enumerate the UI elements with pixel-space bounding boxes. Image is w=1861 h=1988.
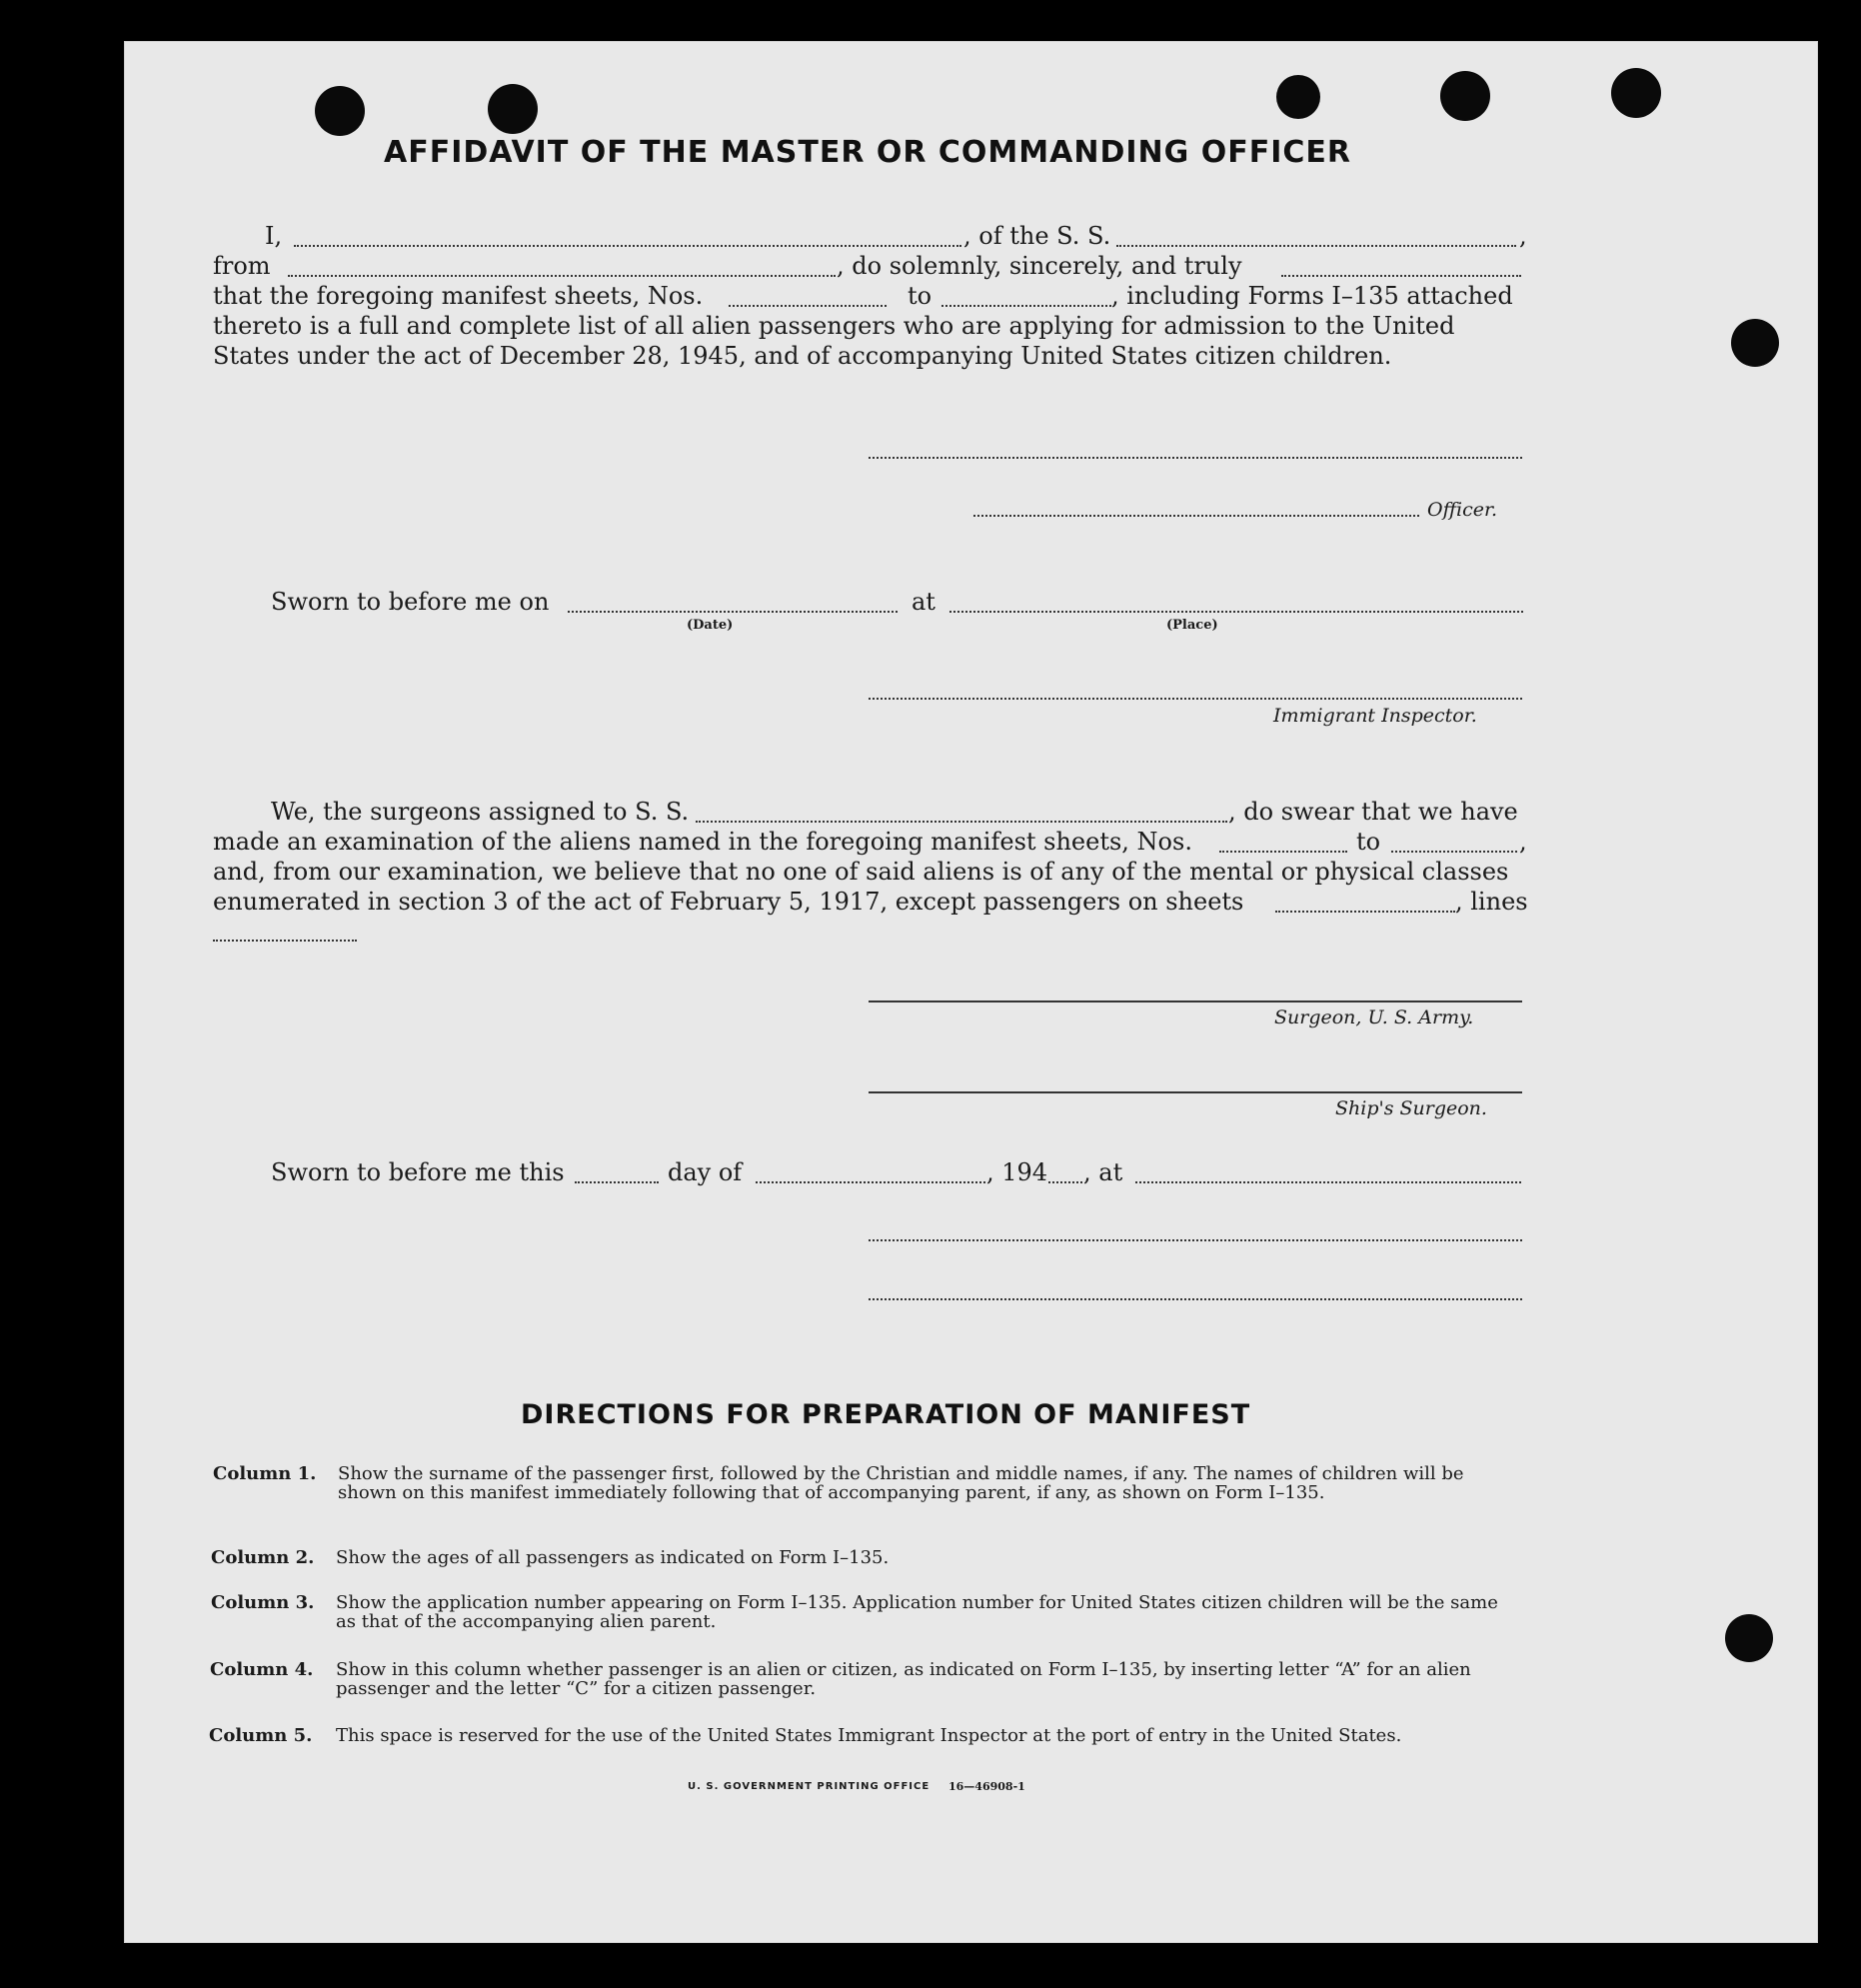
sworn-place-field[interactable] bbox=[949, 611, 1523, 613]
affidavit-text: , do solemnly, sincerely, and truly bbox=[837, 252, 1242, 280]
surgeon-manifest-to-field[interactable] bbox=[1391, 851, 1517, 853]
sworn-place2-field[interactable] bbox=[1135, 1181, 1521, 1183]
sworn-year-field[interactable] bbox=[1048, 1181, 1082, 1183]
direction-text: This space is reserved for the use of the United States Immigrant Inspector at the port of entry in the United States. bbox=[336, 1725, 1402, 1746]
oath-field[interactable] bbox=[1281, 275, 1521, 277]
affidavit-text: , including Forms I–135 attached bbox=[1111, 282, 1513, 310]
punch-hole bbox=[488, 84, 538, 134]
affidavit-text: that the foregoing manifest sheets, Nos. bbox=[213, 282, 704, 310]
from-port-field[interactable] bbox=[288, 275, 836, 277]
page-title: AFFIDAVIT OF THE MASTER OR COMMANDING OFFICER bbox=[384, 135, 1351, 170]
direction-column-label: Column 3. bbox=[211, 1592, 315, 1613]
surgeons-text: made an examination of the aliens named in the foregoing manifest sheets, Nos. bbox=[213, 828, 1192, 856]
army-surgeon-label: Surgeon, U. S. Army. bbox=[1274, 1006, 1474, 1028]
date-caption: (Date) bbox=[687, 618, 734, 633]
surgeons-text: , lines bbox=[1455, 888, 1528, 916]
affidavit-text: , of the S. S. bbox=[963, 222, 1111, 250]
master-name-field[interactable] bbox=[294, 245, 961, 247]
ship-name-field[interactable] bbox=[1116, 245, 1516, 247]
affidavit-text: to bbox=[908, 282, 932, 310]
form-number: 16—46908-1 bbox=[948, 1780, 1025, 1793]
sworn-day-text: , 194 bbox=[986, 1158, 1048, 1186]
direction-column-label: Column 2. bbox=[211, 1547, 315, 1568]
surgeons-text: enumerated in section 3 of the act of February 5, 1917, except passengers on sheets bbox=[213, 888, 1244, 916]
sworn-month-field[interactable] bbox=[756, 1181, 985, 1183]
manifest-to-field[interactable] bbox=[941, 305, 1111, 307]
inspector-signature-line[interactable] bbox=[869, 698, 1522, 700]
place-caption: (Place) bbox=[1166, 618, 1218, 633]
direction-column-label: Column 1. bbox=[213, 1463, 317, 1484]
ship-surgeon-signature-line[interactable] bbox=[869, 1091, 1522, 1093]
officer-signature-line[interactable] bbox=[973, 515, 1419, 517]
punch-hole bbox=[315, 86, 365, 136]
direction-column-label: Column 4. bbox=[210, 1659, 314, 1680]
surgeon-manifest-from-field[interactable] bbox=[1219, 851, 1347, 853]
except-lines-field[interactable] bbox=[213, 940, 357, 942]
affidavit-text: , bbox=[1519, 222, 1527, 250]
affidavit-text: I, bbox=[265, 222, 283, 250]
direction-text: Show the ages of all passengers as indicated on Form I–135. bbox=[336, 1547, 890, 1568]
master-signature-line[interactable] bbox=[869, 457, 1522, 459]
surgeons-text: , bbox=[1519, 828, 1527, 856]
punch-hole bbox=[1611, 68, 1661, 118]
sworn-day-text: Sworn to before me this bbox=[271, 1158, 565, 1186]
punch-hole bbox=[1725, 1614, 1773, 1662]
punch-hole bbox=[1731, 319, 1779, 367]
affidavit-text: thereto is a full and complete list of all alien passengers who are applying for admission to the United bbox=[213, 312, 1455, 340]
signature-line[interactable] bbox=[869, 1239, 1522, 1241]
sworn-day-field[interactable] bbox=[575, 1181, 659, 1183]
surgeons-text: to bbox=[1356, 828, 1381, 856]
punch-hole bbox=[1440, 71, 1490, 121]
signature-line[interactable] bbox=[869, 1298, 1522, 1300]
except-sheets-field[interactable] bbox=[1275, 911, 1455, 913]
directions-title: DIRECTIONS FOR PREPARATION OF MANIFEST bbox=[521, 1399, 1251, 1430]
surgeons-text: and, from our examination, we believe that no one of said aliens is of any of the mental or physical classes bbox=[213, 858, 1509, 886]
surgeon-ship-field[interactable] bbox=[696, 821, 1227, 823]
sworn-text: Sworn to before me on bbox=[271, 588, 550, 616]
inspector-label: Immigrant Inspector. bbox=[1273, 705, 1477, 727]
direction-text: Show the application number appearing on Form I–135. Application number for United States citizen children will be the same as that of the accompanying alien parent. bbox=[336, 1592, 1498, 1632]
affidavit-text: from bbox=[213, 252, 271, 280]
sworn-date-field[interactable] bbox=[568, 611, 898, 613]
sworn-day-text: day of bbox=[668, 1158, 743, 1186]
punch-hole bbox=[1276, 75, 1320, 119]
surgeons-text: We, the surgeons assigned to S. S. bbox=[271, 798, 690, 826]
affidavit-text: States under the act of December 28, 1945, and of accompanying United States citizen children. bbox=[213, 342, 1392, 370]
sworn-text: at bbox=[912, 588, 935, 616]
officer-label: Officer. bbox=[1427, 499, 1498, 521]
printer-imprint: U. S. GOVERNMENT PRINTING OFFICE bbox=[688, 1781, 930, 1792]
sworn-day-text: , at bbox=[1083, 1158, 1123, 1186]
form-page bbox=[124, 41, 1818, 1943]
manifest-from-field[interactable] bbox=[729, 305, 887, 307]
direction-text: Show in this column whether passenger is an alien or citizen, as indicated on Form I–135, by inserting letter “A” for an alien passenger and the letter “C” for a citizen passenger. bbox=[336, 1659, 1471, 1699]
direction-column-label: Column 5. bbox=[209, 1725, 313, 1746]
surgeons-text: , do swear that we have bbox=[1228, 798, 1518, 826]
army-surgeon-signature-line[interactable] bbox=[869, 1000, 1522, 1002]
ship-surgeon-label: Ship's Surgeon. bbox=[1335, 1097, 1487, 1119]
direction-text: Show the surname of the passenger first, followed by the Christian and middle names, if any. The names of children will be shown on this manifest immediately following that of accompanying parent, if any, as shown on Form I–135. bbox=[338, 1463, 1464, 1503]
